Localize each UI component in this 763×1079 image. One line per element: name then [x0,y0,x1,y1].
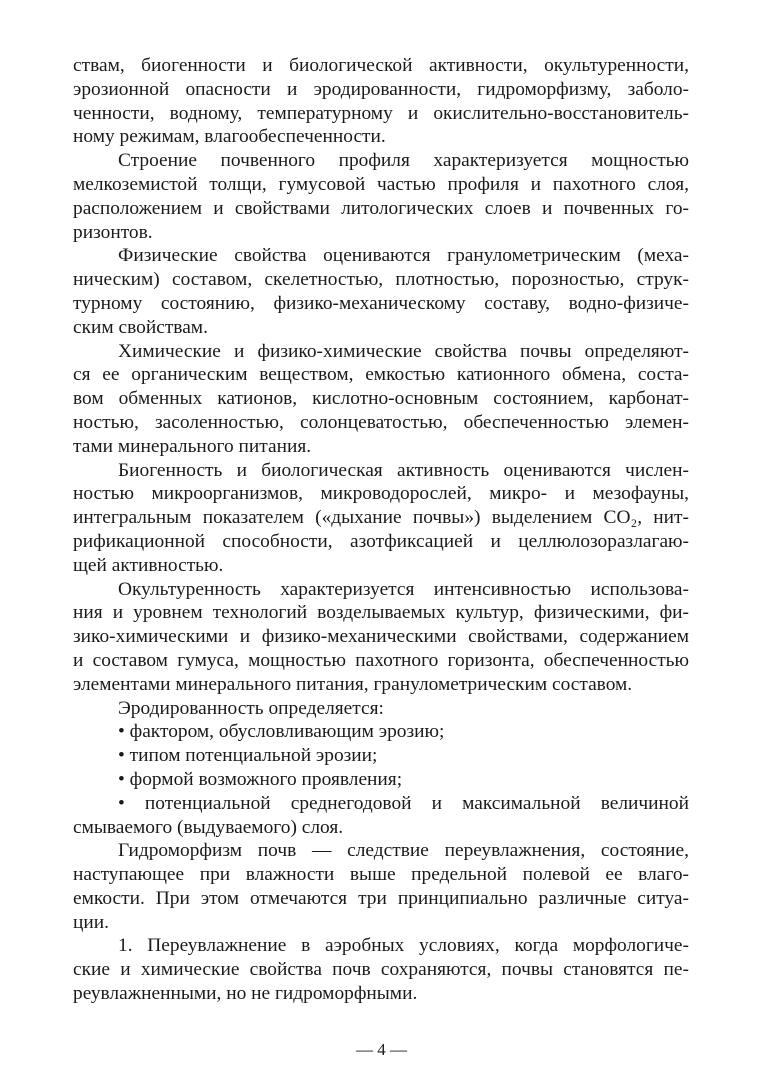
text-line: ностью микроорганизмов, микроводорослей, микро- и мезофауны, [73,483,689,505]
text-line: Строение почвенного профиля характеризуется мощностью [118,150,689,172]
text-line: ченности, водному, температурному и окислительно-восстановитель- [73,102,689,124]
text-line: смываемого (выдуваемого) слоя. [73,816,344,838]
text-line: рификационной способности, азотфиксацией и целлюлозоразлагаю- [73,530,689,552]
text-line: вом обменных катионов, кислотно-основным состоянием, карбонат- [73,388,689,410]
text-line: щей активностью. [73,554,224,576]
text-line: ции. [73,911,109,933]
text-line: Биогенность и биологическая активность оцениваются числен- [118,459,689,481]
text-line: тами минерального питания. [73,435,312,457]
page-body [73,54,689,1006]
text-line: и составом гумуса, мощностью пахотного горизонта, обеспеченностью [73,649,689,671]
text-line: ским свойствам. [73,316,208,338]
text-line: Эродированность определяется: [118,697,384,719]
text-line: 1. Переувлажнение в аэробных условиях, когда морфологиче- [118,935,689,957]
text-line: Окультуренность характеризуется интенсивностью использова- [118,578,689,600]
text-line: ния и уровнем технологий возделываемых культур, физическими, фи- [73,602,689,624]
text-line: ному режимам, влагообеспеченности. [73,126,386,148]
text-line: зико-химическими и физико-механическими свойствами, содержанием [73,626,689,648]
text-line: ризонтов. [73,221,153,243]
text-line: элементами минерального питания, гранулометрическим составом. [73,673,633,695]
text-line: • фактором, обусловливающим эрозию; [118,721,445,743]
text-line: Химические и физико-химические свойства почвы определяют- [118,340,689,362]
text-line: эрозионной опасности и эродированности, гидроморфизму, заболо- [73,78,689,100]
text-line: наступающее при влажности выше предельной полевой ее влаго- [73,864,689,886]
text-line: • формой возможного проявления; [118,768,403,790]
text-line: емкости. При этом отмечаются три принципиально различные ситуа- [73,887,689,909]
text-line: мелкоземистой толщи, гумусовой частью профиля и пахотного слоя, [73,173,689,195]
text-line: • типом потенциальной эрозии; [118,745,378,767]
text-line: • потенциальной среднегодовой и максимальной величиной [118,792,689,814]
page-number: — 4 — [356,1040,407,1059]
text-line: расположением и свойствами литологических слоев и почвенных го- [73,197,689,219]
text-line: ся ее органическим веществом, емкостью катионного обмена, соста- [73,364,689,386]
text-line: ствам, биогенности и биологической активности, окультуренности, [73,55,689,76]
text-line: турному состоянию, физико-механическому составу, водно-физиче- [73,292,689,314]
text-line: ские и химические свойства почв сохраняются, почвы становятся пе- [73,959,689,981]
text-line: ностью, засоленностью, солонцеватостью, обеспеченностью элемен- [73,411,689,433]
text-line: реувлажненными, но не гидроморфными. [73,983,418,1005]
text-line: интегральным показателем («дыхание почвы») выделением CO₂, нит- [73,507,689,529]
text-line: Физические свойства оцениваются гранулометрическим (меха- [118,245,689,267]
text-line: ническим) составом, скелетностью, плотностью, порозностью, струк- [73,269,689,291]
text-line: Гидроморфизм почв — следствие переувлажнения, состояние, [118,840,689,862]
